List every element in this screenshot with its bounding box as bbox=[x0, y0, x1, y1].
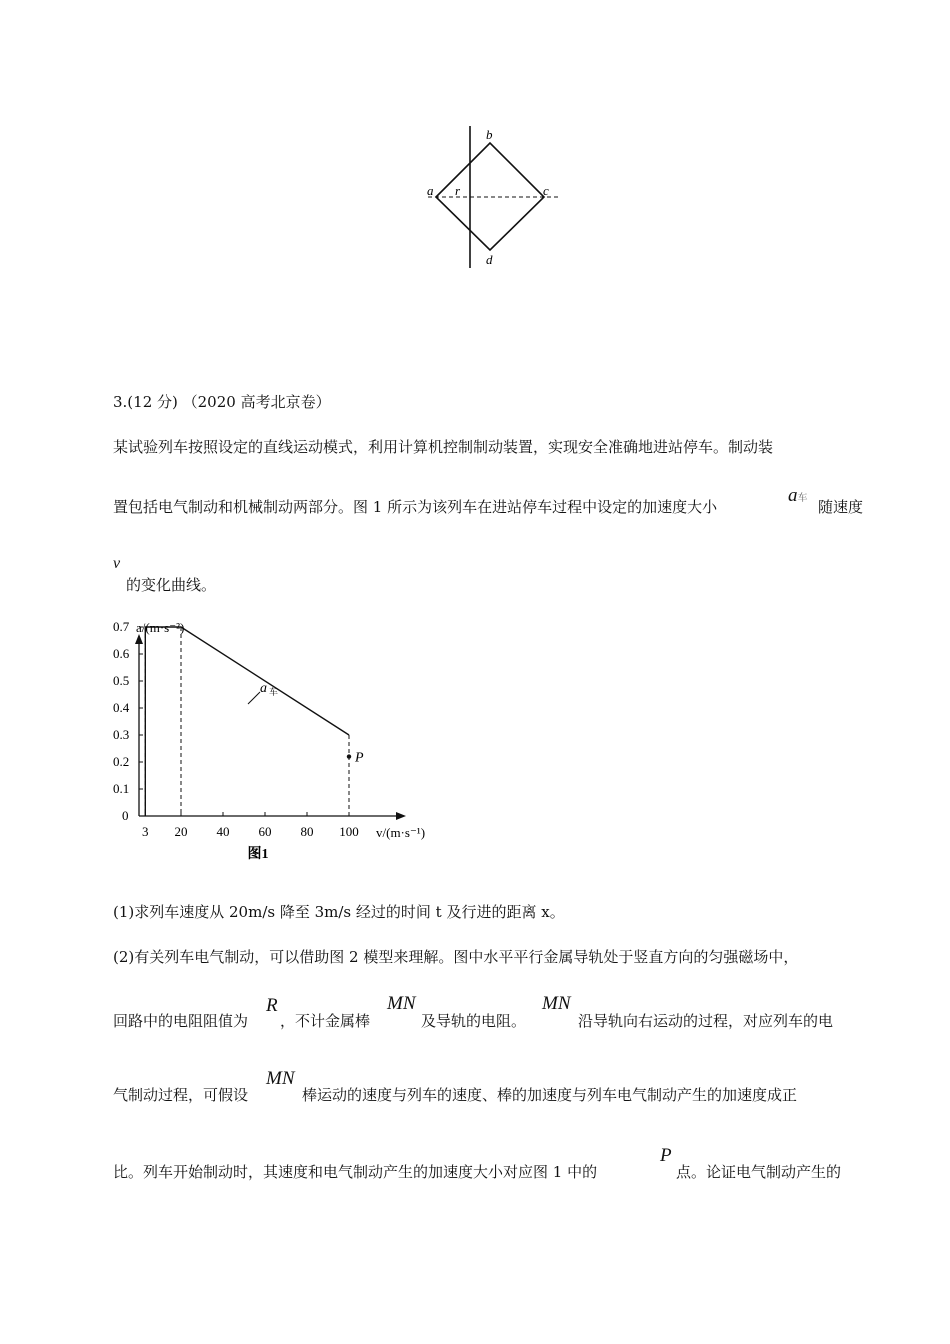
question-line-3: 的变化曲线。 bbox=[126, 576, 217, 594]
chart-figure-1 bbox=[108, 618, 448, 868]
y-tick-label: 0.2 bbox=[113, 754, 130, 769]
y-axis-arrow bbox=[135, 634, 143, 644]
label-a: a bbox=[427, 183, 434, 198]
label-d: d bbox=[486, 252, 493, 267]
y-tick-label: 0 bbox=[122, 808, 129, 823]
x-tick-label: 3 bbox=[142, 824, 149, 839]
subquestion-2-line-1: (2)有关列车电气制动，可以借助图 2 模型来理解。图中水平平行金属导轨处于竖直方向的匀强磁场中， bbox=[113, 948, 799, 966]
curve-label-subscript: 车 bbox=[269, 687, 279, 697]
y-tick-label: 0.5 bbox=[113, 673, 130, 688]
symbol-MN-3: MN bbox=[266, 1068, 295, 1089]
label-b: b bbox=[486, 127, 493, 142]
symbol-a-subscript: 车 bbox=[797, 493, 808, 504]
question-header: 3.(12 分) （2020 高考北京卷） bbox=[113, 393, 331, 411]
question-line-2b: 随速度 bbox=[818, 498, 864, 516]
question-line-1: 某试验列车按照设定的直线运动模式，利用计算机控制制动装置，实现安全准确地进站停车。制动装 bbox=[113, 438, 774, 456]
question-line-2a: 置包括电气制动和机械制动两部分。图 1 所示为该列车在进站停车过程中设定的加速度大小 bbox=[113, 498, 718, 516]
x-axis-arrow bbox=[396, 812, 406, 820]
subquestion-2-line-3b: 棒运动的速度与列车的速度、棒的加速度与列车电气制动产生的加速度成正 bbox=[302, 1086, 798, 1104]
symbol-a-car bbox=[788, 485, 808, 507]
x-tick-label: 40 bbox=[216, 824, 230, 839]
y-tick-label: 0.7 bbox=[113, 619, 130, 634]
symbol-P: P bbox=[660, 1145, 672, 1166]
x-tick-label: 80 bbox=[300, 824, 314, 839]
y-tick-label: 0.1 bbox=[113, 781, 130, 796]
symbol-MN-1: MN bbox=[387, 993, 416, 1014]
label-r: r bbox=[455, 183, 461, 198]
label-c: c bbox=[543, 183, 549, 198]
symbol-MN-2: MN bbox=[542, 993, 571, 1014]
subquestion-1: (1)求列车速度从 20m/s 降至 3m/s 经过的时间 t 及行进的距离 x。 bbox=[113, 903, 565, 921]
y-tick-label: 0.3 bbox=[113, 727, 130, 742]
symbol-v: v bbox=[113, 555, 121, 572]
subquestion-2-line-2b: ，不计金属棒 bbox=[280, 1012, 371, 1030]
curve-label-leader bbox=[248, 692, 260, 704]
y-tick-label: 0.4 bbox=[113, 700, 130, 715]
subquestion-2-line-2c: 及导轨的电阻。 bbox=[421, 1012, 527, 1030]
subquestion-2-line-4a: 比。列车开始制动时，其速度和电气制动产生的加速度大小对应图 1 中的 bbox=[113, 1163, 598, 1181]
y-axis-label: a/(m·s⁻²) bbox=[136, 620, 185, 635]
x-tick-label: 100 bbox=[339, 824, 359, 839]
x-tick-label: 20 bbox=[174, 824, 188, 839]
point-P-label: P bbox=[355, 750, 364, 766]
series-line-a-car bbox=[145, 627, 349, 816]
point-P bbox=[347, 754, 351, 758]
subquestion-2-line-4b: 点。论证电气制动产生的 bbox=[676, 1163, 842, 1181]
subquestion-2-line-2d: 沿导轨向右运动的过程，对应列车的电 bbox=[578, 1012, 834, 1030]
symbol-R: R bbox=[266, 995, 278, 1016]
subquestion-2-line-2a: 回路中的电阻阻值为 bbox=[113, 1012, 249, 1030]
x-axis-label: v/(m·s⁻¹) bbox=[376, 825, 426, 840]
square-loop-figure bbox=[420, 120, 570, 275]
curve-label-a: a bbox=[260, 681, 267, 696]
chart-caption: 图1 bbox=[247, 847, 269, 862]
subquestion-2-line-3a: 气制动过程，可假设 bbox=[113, 1086, 249, 1104]
y-tick-label: 0.6 bbox=[113, 646, 130, 661]
x-tick-label: 60 bbox=[258, 824, 272, 839]
symbol-a: a bbox=[788, 485, 798, 506]
